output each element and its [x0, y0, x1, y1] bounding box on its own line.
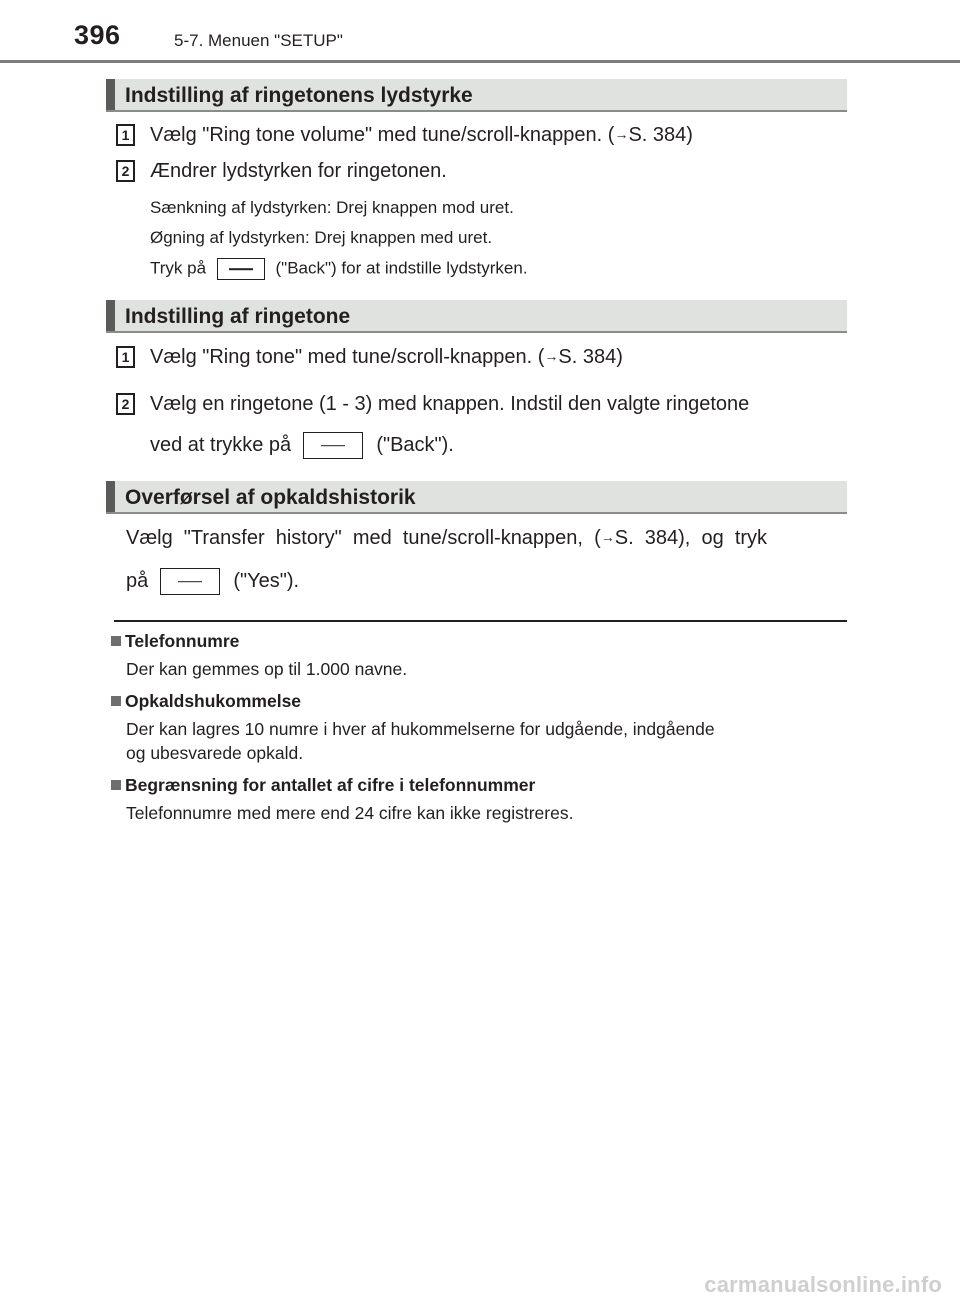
instruction-part: ("Yes").: [233, 569, 300, 592]
step-text: Vælg en ringetone (1 - 3) med knappen. Indstil den valgte ringetone: [150, 393, 750, 415]
instruction-text: [126, 568, 299, 595]
square-bullet-icon: [111, 696, 121, 706]
step-text-part: Vælg "Ring tone volume" med tune/scroll-knappen. (: [150, 124, 615, 146]
header-divider: [0, 60, 960, 63]
page-reference: S. 384), og tryk: [614, 527, 768, 549]
section-heading-label: Indstilling af ringetone: [125, 305, 351, 328]
step-text-part: ("Back").: [376, 433, 454, 456]
sub-instruction: Øgning af lydstyrken: Drej knappen med uret.: [150, 228, 493, 247]
sub-instruction: [150, 258, 528, 280]
step-number-badge: 1: [116, 124, 135, 146]
sub-instruction: Sænkning af lydstyrken: Drej knappen mod uret.: [150, 198, 514, 217]
page-reference: S. 384): [558, 346, 623, 368]
instruction-text: [126, 527, 846, 550]
step-text: [150, 124, 693, 147]
section-heading-label: Indstilling af ringetonens lydstyrke: [125, 84, 473, 107]
square-bullet-icon: [111, 780, 121, 790]
note-body: Telefonnumre med mere end 24 cifre kan ikke registreres.: [126, 803, 574, 823]
instruction-part: på: [126, 569, 149, 592]
note-body: Der kan gemmes op til 1.000 navne.: [126, 659, 408, 679]
note-title-text: Begrænsning for antallet af cifre i telefonnummer: [125, 775, 536, 795]
note-body: Der kan lagres 10 numre i hver af hukommelserne for udgående, indgående: [126, 719, 715, 739]
arrow-right-icon: →: [600, 529, 615, 545]
step-text: [150, 432, 454, 459]
yes-button-icon: [160, 568, 220, 595]
note-title: [111, 691, 301, 712]
section-heading-label: Overførsel af opkaldshistorik: [125, 486, 416, 509]
notes-divider: [114, 620, 847, 622]
step-text-part: ved at trykke på: [150, 433, 292, 456]
note-title: [111, 775, 535, 796]
section-heading-bar: [106, 481, 115, 512]
section-heading-bar: [106, 79, 115, 110]
step-text: Ændrer lydstyrken for ringetonen.: [150, 160, 447, 182]
note-title: [111, 631, 239, 652]
arrow-right-icon: →: [544, 348, 559, 364]
step-number-badge: 2: [116, 393, 135, 415]
note-body: og ubesvarede opkald.: [126, 743, 304, 763]
page-number: 396: [74, 20, 121, 50]
instruction-part: Vælg "Transfer history" med tune/scroll-knappen, (: [126, 527, 601, 549]
step-text: [150, 346, 623, 369]
sub-instruction-part: Tryk på: [150, 258, 207, 278]
section-heading-call-history-transfer: [106, 481, 847, 514]
sub-instruction-part: ("Back") for at indstille lydstyrken.: [275, 258, 528, 278]
watermark: carmanualsonline.info: [704, 1272, 942, 1297]
square-bullet-icon: [111, 636, 121, 646]
arrow-right-icon: →: [614, 126, 629, 142]
page-reference: S. 384): [628, 124, 693, 146]
step-number-badge: 2: [116, 160, 135, 182]
note-title-text: Opkaldshukommelse: [125, 691, 302, 711]
back-button-icon: [303, 432, 363, 459]
step-number-badge: 1: [116, 346, 135, 368]
section-heading-ringtone: [106, 300, 847, 333]
section-heading-bar: [106, 300, 115, 331]
step-text-part: Vælg "Ring tone" med tune/scroll-knappen. (: [150, 346, 545, 368]
chapter-title: 5-7. Menuen "SETUP": [174, 31, 343, 50]
note-title-text: Telefonnumre: [125, 631, 240, 651]
back-button-icon: [217, 258, 265, 280]
section-heading-ringtone-volume: [106, 79, 847, 112]
